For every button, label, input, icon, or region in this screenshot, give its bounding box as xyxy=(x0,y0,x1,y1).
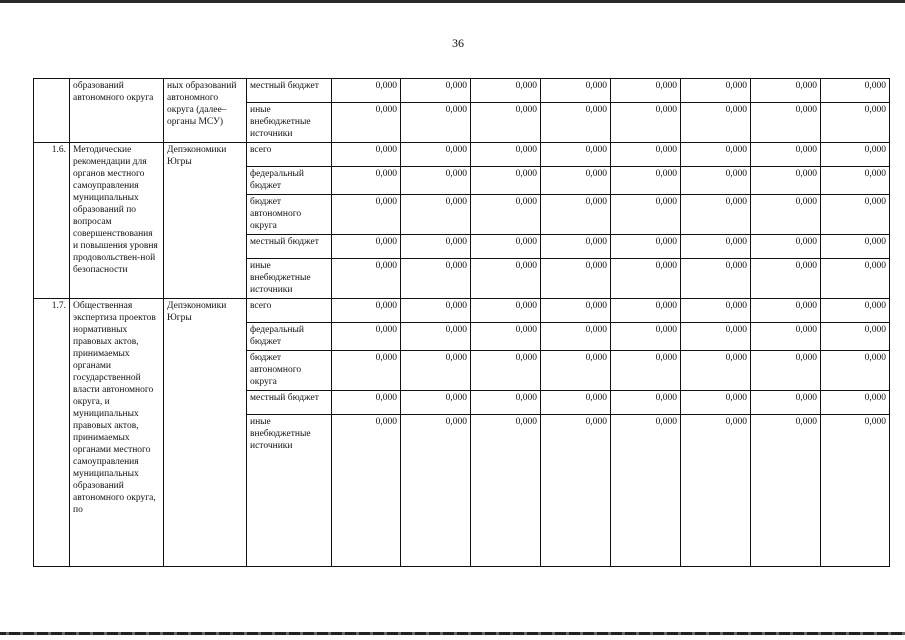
amount-cell: 0,000 xyxy=(751,298,821,322)
budget-table xyxy=(33,78,890,567)
amount-cell: 0,000 xyxy=(681,391,751,415)
amount-cell: 0,000 xyxy=(541,234,611,258)
funding-source: всего xyxy=(247,298,332,322)
amount-cell: 0,000 xyxy=(471,351,541,391)
amount-cell: 0,000 xyxy=(681,143,751,167)
amount-cell: 0,000 xyxy=(751,351,821,391)
amount-cell: 0,000 xyxy=(401,322,471,350)
amount-cell: 0,000 xyxy=(681,79,751,103)
funding-source: бюджет автономного округа xyxy=(247,351,332,391)
amount-cell: 0,000 xyxy=(541,391,611,415)
amount-cell: 0,000 xyxy=(751,79,821,103)
amount-cell: 0,000 xyxy=(681,103,751,143)
amount-cell: 0,000 xyxy=(821,415,890,567)
amount-cell: 0,000 xyxy=(471,322,541,350)
amount-cell: 0,000 xyxy=(401,143,471,167)
amount-cell: 0,000 xyxy=(541,351,611,391)
amount-cell: 0,000 xyxy=(332,415,401,567)
amount-cell: 0,000 xyxy=(401,391,471,415)
amount-cell: 0,000 xyxy=(611,351,681,391)
scan-edge-bottom xyxy=(0,632,905,635)
amount-cell: 0,000 xyxy=(821,391,890,415)
table-row xyxy=(34,143,890,167)
amount-cell: 0,000 xyxy=(821,258,890,298)
amount-cell: 0,000 xyxy=(541,194,611,234)
amount-cell: 0,000 xyxy=(611,298,681,322)
amount-cell: 0,000 xyxy=(332,234,401,258)
amount-cell: 0,000 xyxy=(471,143,541,167)
amount-cell: 0,000 xyxy=(332,322,401,350)
amount-cell: 0,000 xyxy=(541,79,611,103)
amount-cell: 0,000 xyxy=(541,258,611,298)
funding-source: иные внебюджетные источники xyxy=(247,415,332,567)
funding-source: местный бюджет xyxy=(247,79,332,103)
amount-cell: 0,000 xyxy=(751,322,821,350)
amount-cell: 0,000 xyxy=(401,79,471,103)
amount-cell: 0,000 xyxy=(471,258,541,298)
amount-cell: 0,000 xyxy=(821,322,890,350)
amount-cell: 0,000 xyxy=(541,103,611,143)
amount-cell: 0,000 xyxy=(681,258,751,298)
amount-cell: 0,000 xyxy=(611,391,681,415)
item-index: 1.7. xyxy=(34,298,70,566)
amount-cell: 0,000 xyxy=(401,298,471,322)
amount-cell: 0,000 xyxy=(471,391,541,415)
amount-cell: 0,000 xyxy=(332,103,401,143)
amount-cell: 0,000 xyxy=(471,298,541,322)
amount-cell: 0,000 xyxy=(401,234,471,258)
amount-cell: 0,000 xyxy=(332,258,401,298)
amount-cell: 0,000 xyxy=(751,143,821,167)
amount-cell: 0,000 xyxy=(471,194,541,234)
item-executor: Депэкономики Югры xyxy=(164,298,247,566)
amount-cell: 0,000 xyxy=(821,234,890,258)
item-description: Общественная экспертиза проектов нормативных правовых актов, принимаемых органами государственной власти автономного округа, и муниципальных правовых актов, принимаемых органами местного самоуправления муниципальных образований автономного округа, по xyxy=(70,298,164,566)
item-description: образований автономного округа xyxy=(70,79,164,143)
item-executor: Депэкономики Югры xyxy=(164,143,247,299)
amount-cell: 0,000 xyxy=(471,79,541,103)
amount-cell: 0,000 xyxy=(681,234,751,258)
amount-cell: 0,000 xyxy=(611,143,681,167)
amount-cell: 0,000 xyxy=(611,258,681,298)
amount-cell: 0,000 xyxy=(751,391,821,415)
funding-source: федеральный бюджет xyxy=(247,322,332,350)
amount-cell: 0,000 xyxy=(471,167,541,194)
amount-cell: 0,000 xyxy=(821,298,890,322)
funding-source: бюджет автономного округа xyxy=(247,194,332,234)
funding-source: федеральный бюджет xyxy=(247,167,332,194)
funding-source: местный бюджет xyxy=(247,391,332,415)
page-number: 36 xyxy=(452,36,464,50)
amount-cell: 0,000 xyxy=(751,194,821,234)
amount-cell: 0,000 xyxy=(681,298,751,322)
item-description: Методические рекомендации для органов местного самоуправления муниципальных образований по вопросам совершенствования и повышения уровня продовольствен-ной безопасности xyxy=(70,143,164,299)
amount-cell: 0,000 xyxy=(681,415,751,567)
funding-source: местный бюджет xyxy=(247,234,332,258)
amount-cell: 0,000 xyxy=(821,167,890,194)
amount-cell: 0,000 xyxy=(821,103,890,143)
amount-cell: 0,000 xyxy=(471,415,541,567)
item-index xyxy=(34,79,70,143)
amount-cell: 0,000 xyxy=(751,167,821,194)
amount-cell: 0,000 xyxy=(821,351,890,391)
amount-cell: 0,000 xyxy=(332,79,401,103)
amount-cell: 0,000 xyxy=(332,298,401,322)
amount-cell: 0,000 xyxy=(541,298,611,322)
amount-cell: 0,000 xyxy=(751,258,821,298)
item-executor: ных образований автономного округа (далее–органы МСУ) xyxy=(164,79,247,143)
funding-source: всего xyxy=(247,143,332,167)
amount-cell: 0,000 xyxy=(541,415,611,567)
amount-cell: 0,000 xyxy=(541,167,611,194)
amount-cell: 0,000 xyxy=(611,79,681,103)
amount-cell: 0,000 xyxy=(751,415,821,567)
amount-cell: 0,000 xyxy=(541,143,611,167)
amount-cell: 0,000 xyxy=(821,194,890,234)
amount-cell: 0,000 xyxy=(751,234,821,258)
amount-cell: 0,000 xyxy=(611,322,681,350)
amount-cell: 0,000 xyxy=(401,167,471,194)
amount-cell: 0,000 xyxy=(611,194,681,234)
amount-cell: 0,000 xyxy=(332,351,401,391)
table-row xyxy=(34,79,890,103)
item-index: 1.6. xyxy=(34,143,70,299)
amount-cell: 0,000 xyxy=(541,322,611,350)
amount-cell: 0,000 xyxy=(332,194,401,234)
amount-cell: 0,000 xyxy=(332,167,401,194)
amount-cell: 0,000 xyxy=(681,167,751,194)
amount-cell: 0,000 xyxy=(332,391,401,415)
amount-cell: 0,000 xyxy=(681,322,751,350)
amount-cell: 0,000 xyxy=(401,103,471,143)
amount-cell: 0,000 xyxy=(401,415,471,567)
funding-source: иные внебюджетные источники xyxy=(247,258,332,298)
amount-cell: 0,000 xyxy=(471,103,541,143)
amount-cell: 0,000 xyxy=(611,415,681,567)
amount-cell: 0,000 xyxy=(401,258,471,298)
amount-cell: 0,000 xyxy=(821,79,890,103)
table-row xyxy=(34,298,890,322)
amount-cell: 0,000 xyxy=(611,103,681,143)
amount-cell: 0,000 xyxy=(471,234,541,258)
amount-cell: 0,000 xyxy=(681,194,751,234)
amount-cell: 0,000 xyxy=(821,143,890,167)
amount-cell: 0,000 xyxy=(332,143,401,167)
scan-edge-top xyxy=(0,0,905,3)
amount-cell: 0,000 xyxy=(611,167,681,194)
funding-source: иные внебюджетные источники xyxy=(247,103,332,143)
amount-cell: 0,000 xyxy=(681,351,751,391)
amount-cell: 0,000 xyxy=(751,103,821,143)
amount-cell: 0,000 xyxy=(401,194,471,234)
amount-cell: 0,000 xyxy=(611,234,681,258)
amount-cell: 0,000 xyxy=(401,351,471,391)
